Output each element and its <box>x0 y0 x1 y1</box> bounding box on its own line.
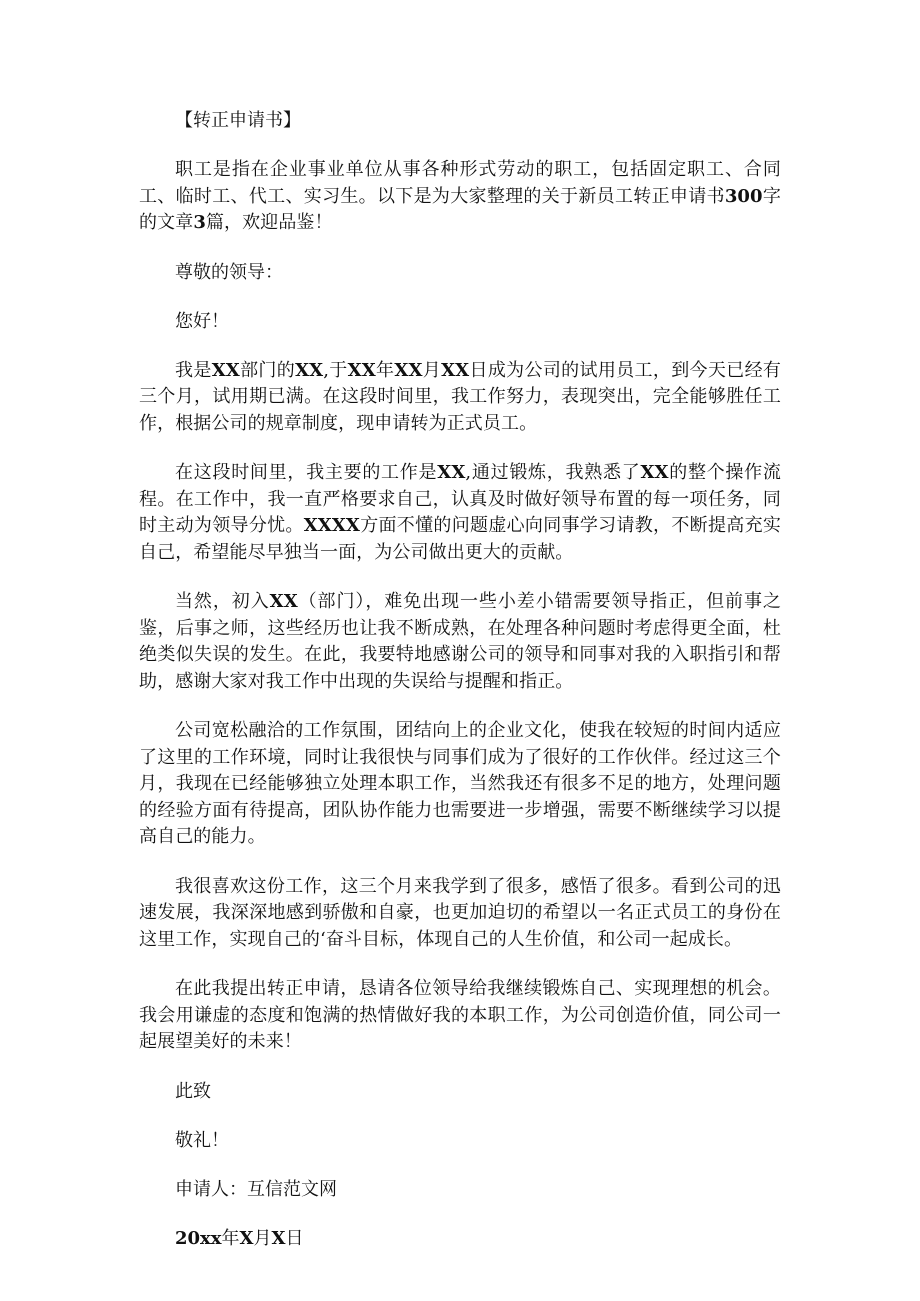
document-title: 【转正申请书】 <box>175 110 301 131</box>
date: 20xx年X月X日 <box>175 1227 304 1249</box>
body-paragraph-2: 在这段时间里，我主要的工作是XX,通过锻炼，我熟悉了XX的整个操作流程。在工作中，我一直严格要求自己，认真及时做好领导布置的每一项任务，同时主动为领导分忧。XXXX方面不懂的问题虚心向同事学习请教，不断提高充实自己，希望能尽早独当一面，为公司做出更大的贡献。 <box>139 462 781 563</box>
salutation: 尊敬的领导： <box>175 261 283 283</box>
body-paragraph-1: 我是XX部门的XX,于XX年XX月XX日成为公司的试用员工，到今天已经有三个月，试用期已满。在这段时间里，我工作努力，表现突出，完全能够胜任工作，根据公司的规章制度，现申请转为正式员工。 <box>139 359 782 434</box>
body-paragraph-3: 当然，初入XX（部门），难免出现一些小差小错需要领导指正，但前事之鉴，后事之师，这些经历也让我不断成熟，在处理各种问题时考虑得更全面，杜绝类似失误的发生。在此，我要特地感谢公司的领导和同事对我的入职指引和帮助，感谢大家对我工作中出现的失误给与提醒和指正。 <box>139 591 781 692</box>
greeting: 您好！ <box>175 310 229 332</box>
closing-line-1: 此致 <box>175 1080 211 1102</box>
document-page <box>139 108 781 1275</box>
body-paragraph-6: 在此我提出转正申请，恳请各位领导给我继续锻炼自己、实现理想的机会。我会用谦虚的态度和饱满的热情做好我的本职工作，为公司创造价值，同公司一起展望美好的未来！ <box>139 978 781 1052</box>
closing-line-2: 敬礼！ <box>175 1129 229 1151</box>
signature: 申请人：互信范文网 <box>175 1178 337 1200</box>
body-paragraph-4: 公司宽松融洽的工作氛围，团结向上的企业文化，使我在较短的时间内适应了这里的工作环境，同时让我很快与同事们成为了很好的工作伙伴。经过这三个月，我现在已经能够独立处理本职工作，当然我还有很多不足的地方，处理问题的经验方面有待提高，团队协作能力也需要进一步增强，需要不断继续学习以提高自己的能力。 <box>139 720 781 847</box>
intro-paragraph: 职工是指在企业事业单位从事各种形式劳动的职工，包括固定职工、合同工、临时工、代工、实习生。以下是为大家整理的关于新员工转正申请书300字的文章3篇，欢迎品鉴！ <box>139 159 781 233</box>
body-paragraph-5: 我很喜欢这份工作，这三个月来我学到了很多，感悟了很多。看到公司的迅速发展，我深深地感到骄傲和自豪，也更加迫切的希望以一名正式员工的身份在这里工作，实现自己的‘奋斗目标，体现自己的人生价值，和公司一起成长。 <box>139 875 781 950</box>
